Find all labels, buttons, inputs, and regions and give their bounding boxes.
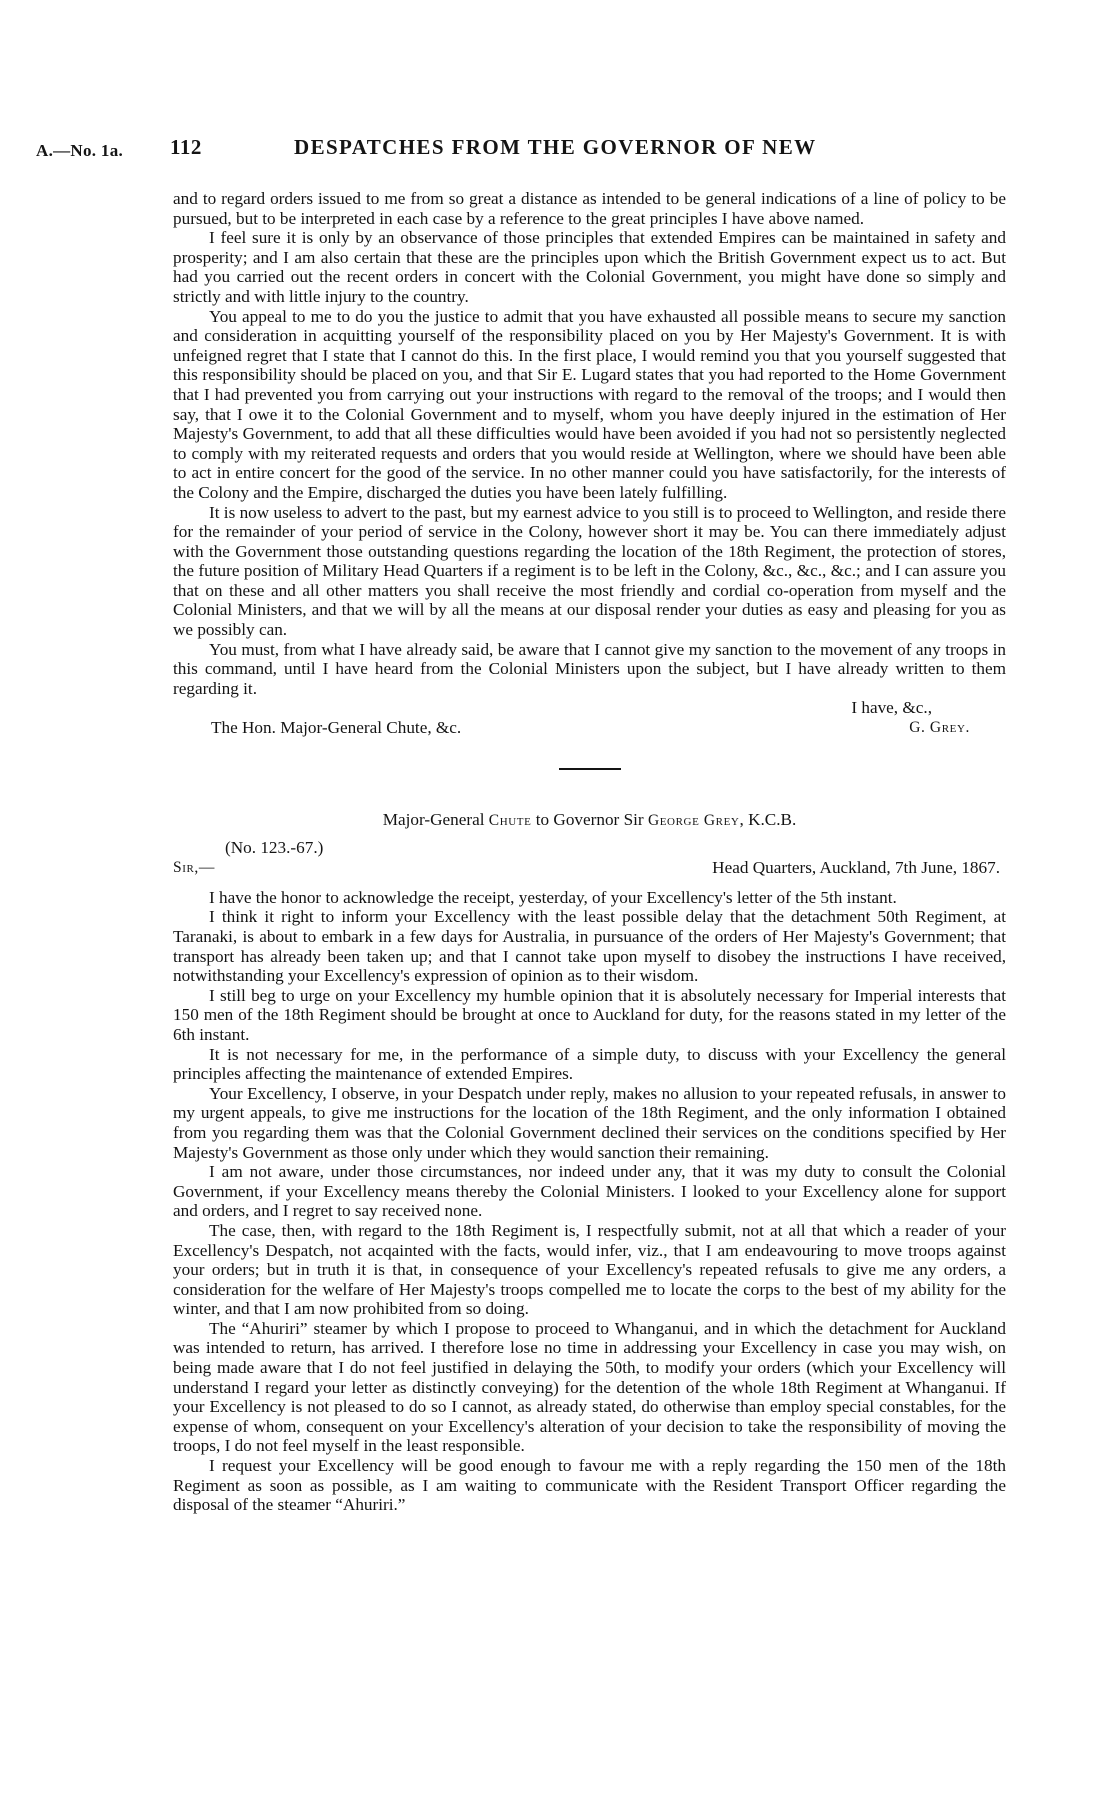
addressee: The Hon. Major-General Chute, &c. xyxy=(211,718,462,738)
paragraph: You appeal to me to do you the justice to admit that you have exhausted all possible means to secure my sanction and consideration in acquitting yourself of the responsibility placed on you by Her Majesty's Government. It is with unfeigned regret that I state that I cannot do this. In the first place, I would remind you that you yourself suggested that this responsibility should be placed on you, and that Sir E. Lugard states that you had reported to the Home Government that I had prevented you from carrying out your instructions with regard to the removal of the troops; and I would then say, that I owe it to the Colonial Government and to myself, whom you have deeply injured in the estimation of Her Majesty's Government, to add that all these difficulties would have been avoided if you had not so persistently neglected to comply with my reiterated requests and orders that you would reside at Wellington, where we should have been able to act in entire concert for the good of the service. In no other manner could you have satisfactorily, for the interests of the Colony and the Empire, discharged the duties you have been lately fulfilling. xyxy=(173,306,1006,502)
paragraph: The case, then, with regard to the 18th Regiment is, I respectfully submit, not at all that which a reader of your Excellency's Despatch, not acqainted with the facts, would infer, viz., that I am endeavouring to move troops against your orders; but in truth it is that, in consequence of your Excellency's repeated refusals to give me any orders, a consideration for the welfare of Her Majesty's troops compelled me to locate the corps to the best of my ability for the winter, and that I am now prohibited from so doing. xyxy=(173,1220,1006,1319)
paragraph: It is now useless to advert to the past, but my earnest advice to you still is to proceed to Wellington, and reside there for the remainder of your period of service in the Colony, however short it may be. You can there immediately adjust with the Government those outstanding questions regarding the location of the 18th Regiment, the protection of stores, the future position of Military Head Quarters if a regiment is to be left in the Colony, &c., &c., &c.; and I can assure you that on these and all other matters you shall receive the most friendly and cordial co-operation from myself and the Colonial Ministers, and that we will by all the means at our disposal render your duties as easy and pleasing for you as we possibly can. xyxy=(173,502,1006,640)
heading-post: , K.C.B. xyxy=(739,809,797,829)
series-reference: A.—No. 1a. xyxy=(36,141,124,160)
salutation-row xyxy=(173,858,1006,880)
heading-from: Chute xyxy=(488,811,532,829)
section-divider xyxy=(559,768,621,770)
signature: G. Grey. xyxy=(909,719,970,737)
heading-to: George Grey xyxy=(647,811,740,829)
paragraph: I still beg to urge on your Excellency my humble opinion that it is absolutely necessary for Imperial interests that 150 men of the 18th Regiment should be brought at once to Auckland for duty, for the reasons stated in my letter of the 6th instant. xyxy=(173,985,1006,1044)
paragraph: I feel sure it is only by an observance of those principles that extended Empires can be maintained in safety and prosperity; and I am also certain that these are the principles upon which the British Government expect us to act. But had you carried out the recent orders in concert with the Colonial Government, you might have done so simply and strictly and with little injury to the country. xyxy=(173,228,1006,306)
paragraph: I request your Excellency will be good enough to favour me with a reply regarding the 150 men of the 18th Regiment as soon as possible, as I am waiting to communicate with the Resident Transport Officer regarding the disposal of the steamer “Ahuriri.” xyxy=(173,1456,1006,1515)
paragraph: Your Excellency, I observe, in your Despatch under reply, makes no allusion to your repeated refusals, in answer to my urgent appeals, to give me instructions for the location of the 18th Regiment, and the only information I obtained from you regarding them was that the Colonial Government declined their services on the conditions specified by Her Majesty's Government as those only under which they would sanction their remaining. xyxy=(173,1083,1006,1162)
letter-chute-to-grey xyxy=(173,810,1006,1515)
dateline: Head Quarters, Auckland, 7th June, 1867. xyxy=(712,857,1000,877)
paragraph: The “Ahuriri” steamer by which I propose to proceed to Whanganui, and in which the detachment for Auckland was intended to return, has arrived. I therefore lose no time in addressing your Excellency in case you may wish, on being made aware that I do not feel justified in delaying the 50th, to modify your orders (which your Excellency will understand I regard your letter as distinctly conveying) for the detention of the whole 18th Regiment at Whanganui. If your Excellency is not pleased to do so I cannot, as already stated, do otherwise than employ special constables, for the expense of whom, consequent on your Excellency's alteration of your decision to take the responsibility of moving the troops, I do not feel myself in the least responsible. xyxy=(173,1318,1006,1456)
running-title: DESPATCHES FROM THE GOVERNOR OF NEW xyxy=(294,135,817,159)
paragraph: I am not aware, under those circumstances, nor indeed under any, that it was my duty to consult the Colonial Government, if your Excellency means thereby the Colonial Ministers. I looked to your Excellency alone for support and orders, and I regret to say received none. xyxy=(173,1162,1006,1221)
closing-row xyxy=(173,698,1006,718)
paragraph: You must, from what I have already said, be aware that I cannot give my sanction to the movement of any troops in this command, until I have heard from the Colonial Ministers upon the subject, but I have already written to them regarding it. xyxy=(173,639,1006,698)
letter-heading xyxy=(173,810,1006,831)
heading-mid: to Governor Sir xyxy=(535,809,644,829)
heading-pre: Major-General xyxy=(382,809,485,829)
paragraph: It is not necessary for me, in the performance of a simple duty, to discuss with your Excellency the general principles affecting the maintenance of extended Empires. xyxy=(173,1044,1006,1084)
running-header xyxy=(36,135,1078,166)
page-body xyxy=(173,189,1006,1515)
letter-grey-to-chute xyxy=(173,189,1006,738)
paragraph: I think it right to inform your Excellency with the least possible delay that the detachment 50th Regiment, at Taranaki, is about to embark in a few days for Australia, in pursuance of the orders of Her Majesty's Government; that transport has already been taken up; and that I cannot take upon myself to disobey the instructions I have received, notwithstanding your Excellency's expression of opinion as to their wisdom. xyxy=(173,907,1006,986)
closing-formula: I have, &c., xyxy=(851,698,932,718)
paragraph: I have the honor to acknowledge the receipt, yesterday, of your Excellency's letter of the 5th instant. xyxy=(209,887,897,907)
signature-row xyxy=(173,718,1006,738)
letter-number: (No. 123.-67.) xyxy=(225,838,324,858)
paragraph: and to regard orders issued to me from so great a distance as intended to be general indications of a line of policy to be pursued, but to be interpreted in each case by a reference to the great principles I have above named. xyxy=(173,189,1006,228)
page-number: 112 xyxy=(170,135,202,159)
salutation: Sir,— xyxy=(173,858,215,876)
